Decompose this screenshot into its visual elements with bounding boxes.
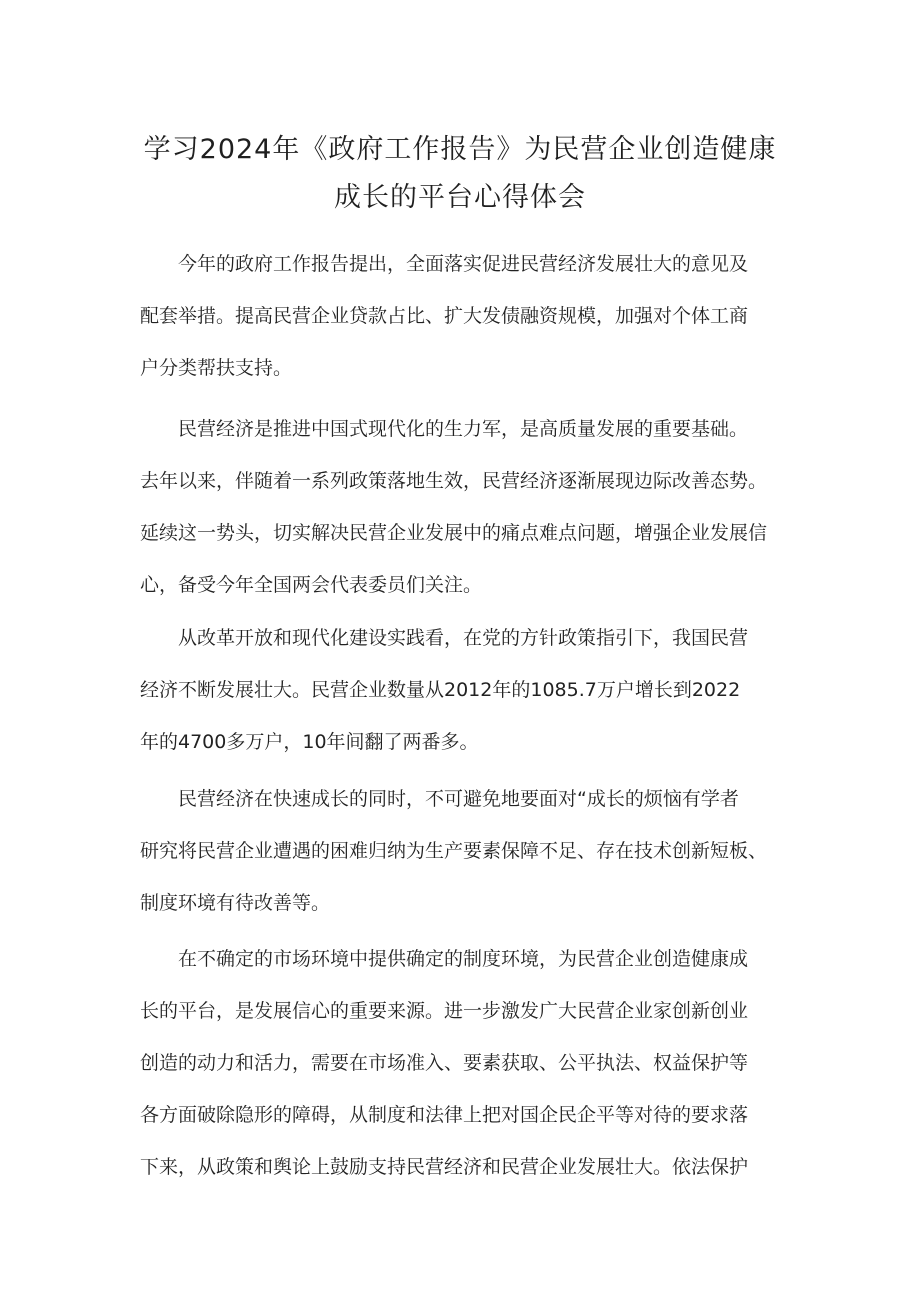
paragraph-line: 配套举措。提高民营企业贷款占比、扩大发债融资规模，加强对个体工商: [140, 305, 749, 327]
paragraph-line: 延续这一势头，切实解决民营企业发展中的痛点难点问题，增强企业发展信: [140, 522, 768, 544]
paragraph-line: 在不确定的市场环境中提供确定的制度环境，为民营企业创造健康成: [178, 948, 749, 970]
title-line-2: 成长的平台心得体会: [334, 182, 586, 213]
paragraph-line: 年的4700多万户，10年间翻了两番多。: [140, 731, 479, 753]
title-line-1: 学习2024年《政府工作报告》为民营企业创造健康: [143, 134, 777, 165]
paragraph-line: 民营经济在快速成长的同时，不可避免地要面对“成长的烦恼有学者: [178, 788, 739, 810]
paragraph-5: [140, 933, 782, 1193]
paragraph-line: 从改革开放和现代化建设实践看，在党的方针政策指引下，我国民营: [178, 627, 749, 649]
paragraph-line: 户分类帮扶支持。: [140, 357, 293, 379]
paragraph-line: 心，备受今年全国两会代表委员们关注。: [140, 574, 483, 596]
paragraph-line: 今年的政府工作报告提出，全面落实促进民营经济发展壮大的意见及: [178, 253, 749, 275]
paragraph-line: 民营经济是推进中国式现代化的生力军，是高质量发展的重要基础。: [178, 418, 749, 440]
paragraph-1: [140, 238, 782, 394]
paragraph-line: 长的平台，是发展信心的重要来源。进一步激发广大民营企业家创新创业: [140, 1000, 749, 1022]
paragraph-line: 创造的动力和活力，需要在市场准入、要素获取、公平执法、权益保护等: [140, 1052, 749, 1074]
paragraph-3: [140, 612, 782, 768]
paragraph-line: 各方面破除隐形的障碍，从制度和法律上把对国企民企平等对待的要求落: [140, 1104, 749, 1126]
paragraph-line: 研究将民营企业遭遇的困难归纳为生产要素保障不足、存在技术创新短板、: [140, 840, 768, 862]
document-title: [130, 126, 790, 222]
paragraph-line: 下来，从政策和舆论上鼓励支持民营经济和民营企业发展壮大。依法保护: [140, 1156, 749, 1178]
paragraph-2: [140, 403, 782, 611]
paragraph-4: [140, 773, 782, 929]
paragraph-line: 经济不断发展壮大。民营企业数量从2012年的1085.7万户增长到2022: [140, 679, 741, 701]
paragraph-line: 去年以来，伴随着一系列政策落地生效，民营经济逐渐展现边际改善态势。: [140, 470, 768, 492]
paragraph-line: 制度环境有待改善等。: [140, 892, 331, 914]
